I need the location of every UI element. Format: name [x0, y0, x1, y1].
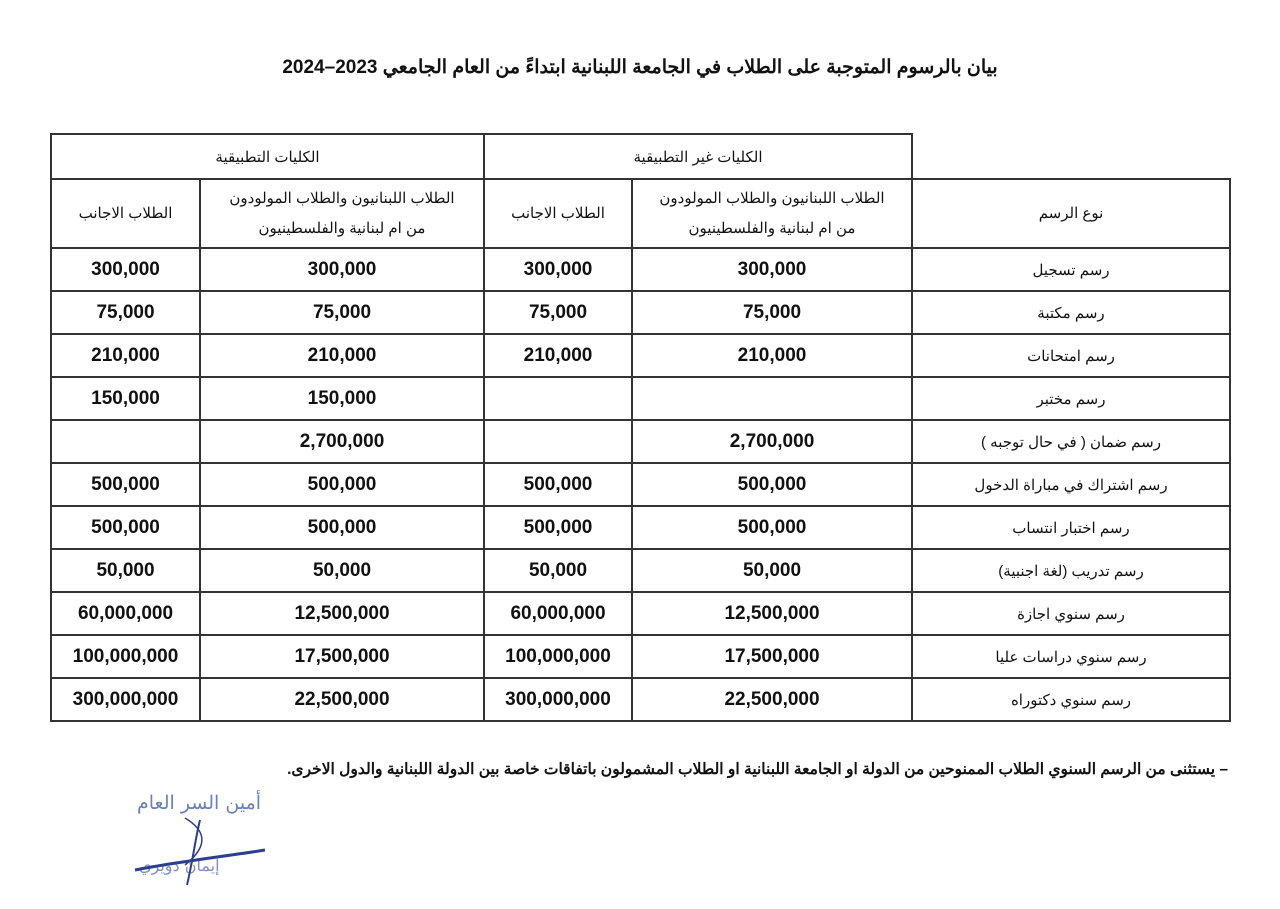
table-row — [51, 635, 1230, 678]
exemption-note: – يستثنى من الرسم السنوي الطلاب الممنوحين من الدولة او الجامعة اللبنانية او الطلاب المشمولون باتفاقات خاصة بين الدولة اللبنانية والدول الاخرى. — [287, 761, 1228, 778]
applied-lebanese-fee-cell: 210,000 — [200, 334, 484, 377]
group-header-row — [51, 134, 1230, 179]
applied-foreign-fee-cell: 300,000 — [51, 248, 200, 291]
non-applied-foreign-fee-cell: 210,000 — [484, 334, 632, 377]
non-applied-foreign-fee-cell: 50,000 — [484, 549, 632, 592]
table-row — [51, 334, 1230, 377]
lebanese-students-header — [632, 179, 912, 248]
table-row — [51, 678, 1230, 721]
fee-type-cell: رسم سنوي دكتوراه — [912, 678, 1230, 721]
fee-type-cell: رسم ضمان ( في حال توجبه ) — [912, 420, 1230, 463]
foreign-students-header: الطلاب الاجانب — [484, 179, 632, 248]
applied-lebanese-fee-cell: 22,500,000 — [200, 678, 484, 721]
header-line: الطلاب اللبنانيون والطلاب المولودون — [229, 189, 455, 207]
applied-foreign-fee-cell: 150,000 — [51, 377, 200, 420]
group-applied-header: الكليات التطبيقية — [51, 134, 484, 179]
signature-name: إيمان دويري — [139, 856, 220, 875]
fee-type-cell: رسم امتحانات — [912, 334, 1230, 377]
table-row — [51, 377, 1230, 420]
applied-lebanese-fee-cell: 12,500,000 — [200, 592, 484, 635]
sub-header-row — [51, 179, 1230, 248]
non-applied-foreign-fee-cell: 60,000,000 — [484, 592, 632, 635]
fee-type-cell: رسم تسجيل — [912, 248, 1230, 291]
foreign-students-header: الطلاب الاجانب — [51, 179, 200, 248]
table-row — [51, 291, 1230, 334]
applied-foreign-fee-cell: 60,000,000 — [51, 592, 200, 635]
table-row — [51, 506, 1230, 549]
non-applied-foreign-fee-cell: 300,000,000 — [484, 678, 632, 721]
fee-type-cell: رسم سنوي دراسات عليا — [912, 635, 1230, 678]
applied-lebanese-fee-cell: 2,700,000 — [200, 420, 484, 463]
non-applied-foreign-fee-cell: 300,000 — [484, 248, 632, 291]
applied-lebanese-fee-cell: 50,000 — [200, 549, 484, 592]
document-title: بيان بالرسوم المتوجبة على الطلاب في الجامعة اللبنانية ابتداءً من العام الجامعي 2023–2024 — [282, 57, 998, 78]
table-row — [51, 549, 1230, 592]
non-applied-lebanese-fee-cell: 2,700,000 — [632, 420, 912, 463]
fee-type-cell: رسم اختبار انتساب — [912, 506, 1230, 549]
non-applied-foreign-fee-cell: 100,000,000 — [484, 635, 632, 678]
non-applied-lebanese-fee-cell: 75,000 — [632, 291, 912, 334]
fee-type-cell: رسم سنوي اجازة — [912, 592, 1230, 635]
table-row — [51, 248, 1230, 291]
non-applied-lebanese-fee-cell: 50,000 — [632, 549, 912, 592]
signature — [125, 790, 295, 890]
applied-lebanese-fee-cell: 150,000 — [200, 377, 484, 420]
signature-scribble-icon — [125, 790, 295, 890]
header-line: من ام لبنانية والفلسطينيون — [258, 219, 426, 237]
applied-foreign-fee-cell: 300,000,000 — [51, 678, 200, 721]
table-row — [51, 420, 1230, 463]
fees-table — [50, 133, 1231, 722]
non-applied-lebanese-fee-cell: 22,500,000 — [632, 678, 912, 721]
fee-type-cell: رسم مختبر — [912, 377, 1230, 420]
table-row — [51, 463, 1230, 506]
applied-lebanese-fee-cell: 500,000 — [200, 463, 484, 506]
non-applied-foreign-fee-cell: 75,000 — [484, 291, 632, 334]
non-applied-lebanese-fee-cell: 300,000 — [632, 248, 912, 291]
header-line: الطلاب اللبنانيون والطلاب المولودون — [659, 189, 885, 207]
non-applied-lebanese-fee-cell: 500,000 — [632, 463, 912, 506]
blank-cell — [912, 134, 1230, 179]
table-row — [51, 592, 1230, 635]
non-applied-foreign-fee-cell: 500,000 — [484, 463, 632, 506]
applied-foreign-fee-cell: 500,000 — [51, 463, 200, 506]
group-non-applied-header: الكليات غير التطبيقية — [484, 134, 912, 179]
applied-foreign-fee-cell: 500,000 — [51, 506, 200, 549]
non-applied-lebanese-fee-cell: 17,500,000 — [632, 635, 912, 678]
non-applied-foreign-fee-cell — [484, 377, 632, 420]
non-applied-lebanese-fee-cell: 12,500,000 — [632, 592, 912, 635]
fee-type-cell: رسم تدريب (لغة اجنبية) — [912, 549, 1230, 592]
applied-foreign-fee-cell — [51, 420, 200, 463]
non-applied-lebanese-fee-cell: 500,000 — [632, 506, 912, 549]
lebanese-students-header — [200, 179, 484, 248]
fee-type-cell: رسم اشتراك في مباراة الدخول — [912, 463, 1230, 506]
applied-lebanese-fee-cell: 500,000 — [200, 506, 484, 549]
non-applied-foreign-fee-cell: 500,000 — [484, 506, 632, 549]
header-line: من ام لبنانية والفلسطينيون — [688, 219, 856, 237]
applied-foreign-fee-cell: 100,000,000 — [51, 635, 200, 678]
applied-foreign-fee-cell: 50,000 — [51, 549, 200, 592]
signature-title: أمين السر العام — [137, 792, 262, 814]
fee-type-cell: رسم مكتبة — [912, 291, 1230, 334]
fee-type-header: نوع الرسم — [912, 179, 1230, 248]
non-applied-foreign-fee-cell — [484, 420, 632, 463]
applied-lebanese-fee-cell: 17,500,000 — [200, 635, 484, 678]
non-applied-lebanese-fee-cell — [632, 377, 912, 420]
non-applied-lebanese-fee-cell: 210,000 — [632, 334, 912, 377]
applied-lebanese-fee-cell: 75,000 — [200, 291, 484, 334]
applied-foreign-fee-cell: 75,000 — [51, 291, 200, 334]
applied-lebanese-fee-cell: 300,000 — [200, 248, 484, 291]
applied-foreign-fee-cell: 210,000 — [51, 334, 200, 377]
